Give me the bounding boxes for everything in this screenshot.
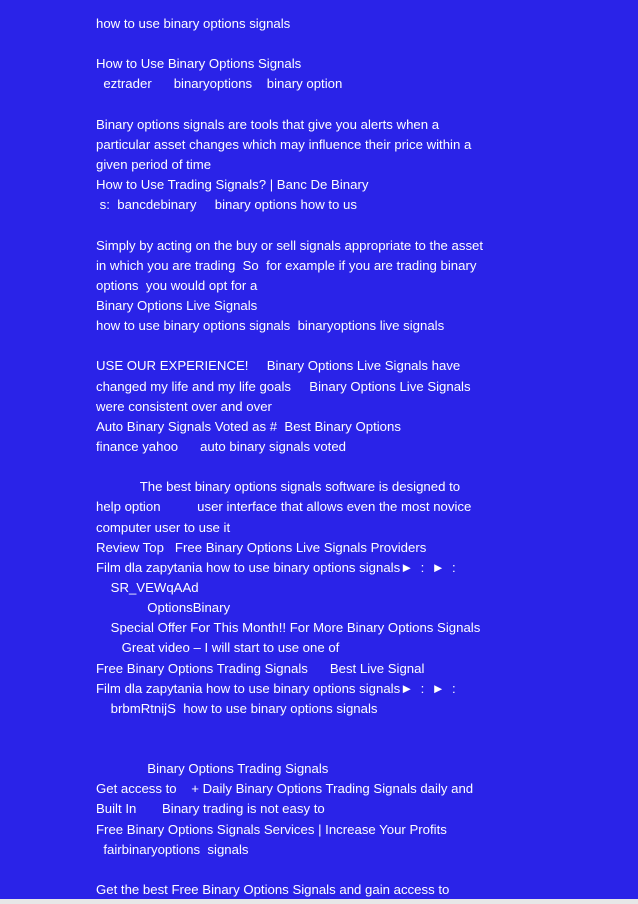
blank-line [96,719,536,739]
text-line: Great video – I will start to use one of [96,640,340,656]
text-line: Get the best Free Binary Options Signals and gain access to [96,882,450,898]
text-line: USE OUR EXPERIENCE! Binary Options Live Signals have [96,358,461,374]
text-line: Built In Binary trading is not easy to [96,801,325,817]
text-line: how to use binary options signals [96,16,291,31]
text-line: brbmRtnijS how to use binary options signals [96,700,378,716]
text-line: Film dla zapytania how to use binary options signals► : ► : [96,680,456,696]
text-line: Review Top Free Binary Options Live Signals Providers [96,539,427,555]
text-line: Binary Options Live Signals [96,297,258,313]
text-line: The best binary options signals software is designed to [96,479,461,495]
page-bottom-edge [0,899,638,904]
blank-line [96,215,536,235]
blank-line [96,336,536,356]
text-line: finance yahoo auto binary signals voted [96,438,346,454]
text-line: computer user to use it [96,519,231,535]
text-line: given period of time [96,156,212,172]
text-line: how to use binary options signals binaryoptions live signals [96,318,445,334]
text-line: s: bancdebinary binary options how to us [96,197,357,213]
document-body [96,14,536,900]
blank-line [96,739,536,759]
text-line: in which you are trading So for example if you are trading binary [96,257,477,273]
text-line: How to Use Binary Options Signals [96,56,302,72]
text-line: Get access to + Daily Binary Options Trading Signals daily and [96,781,474,797]
text-line: help option user interface that allows even the most novice [96,499,472,515]
blank-line [96,95,536,115]
text-line: options you would opt for a [96,277,258,293]
text-line: Binary options signals are tools that give you alerts when a [96,116,440,132]
text-line: Free Binary Options Signals Services | Increase Your Profits [96,821,447,837]
text-line: particular asset changes which may influence their price within a [96,136,472,152]
text-line: eztrader binaryoptions binary option [96,76,343,92]
text-line: Auto Binary Signals Voted as # Best Binary Options [96,418,401,434]
blank-line [96,457,536,477]
text-line: Simply by acting on the buy or sell signals appropriate to the asset [96,237,484,253]
text-line: SR_VEWqAAd [96,579,199,595]
text-line: OptionsBinary [96,600,231,616]
text-line: How to Use Trading Signals? | Banc De Binary [96,177,369,193]
blank-line [96,860,536,880]
text-line: fairbinaryoptions signals [96,841,249,857]
text-line: were consistent over and over [96,398,272,414]
text-line: Free Binary Options Trading Signals Best Live Signal [96,660,425,676]
text-line: changed my life and my life goals Binary Options Live Signals [96,378,471,394]
blank-line [96,34,536,54]
text-line: Binary Options Trading Signals [96,761,329,777]
text-line: Special Offer For This Month!! For More Binary Options Signals [96,620,481,636]
text-line: Film dla zapytania how to use binary options signals► : ► : [96,559,456,575]
